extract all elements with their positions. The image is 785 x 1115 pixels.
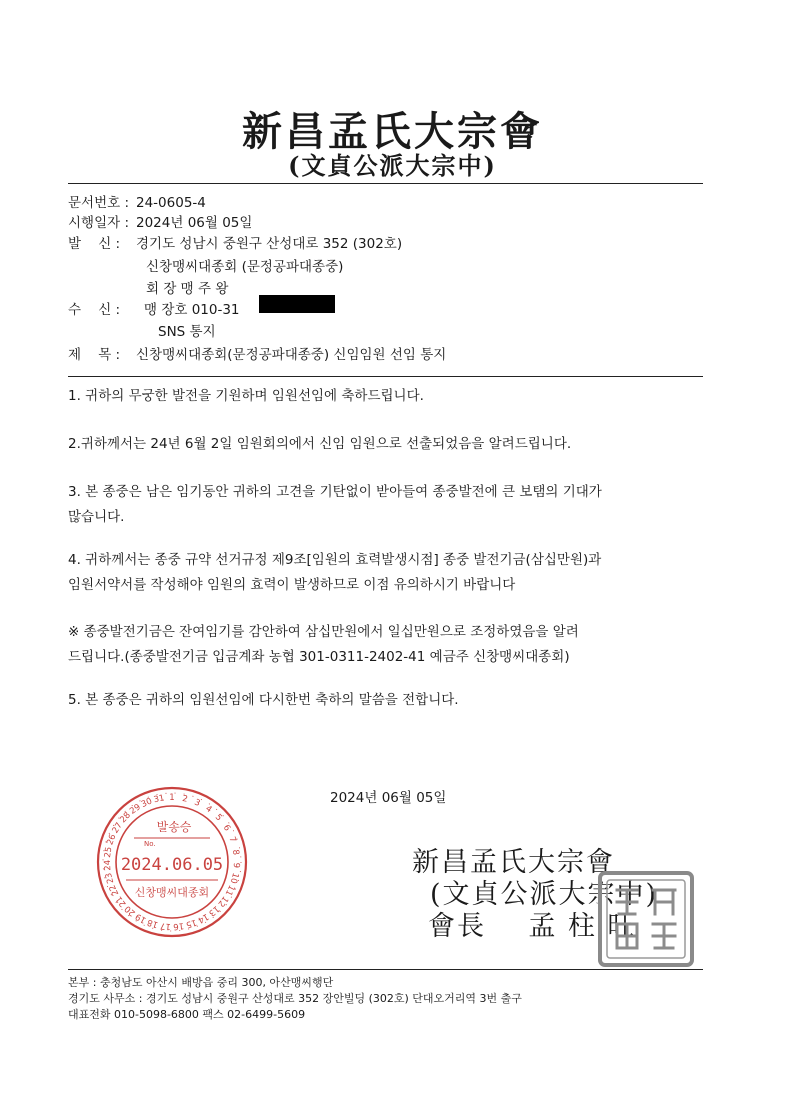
stamp-ring-number: 4 [203,803,214,816]
stamp-ring-number: 27 [110,820,125,836]
fund-note [68,620,708,670]
closing-date: 2024년 06월 05일 [330,790,447,806]
fund-note-line-2: 드립니다.(종중발전기금 입금계좌 농협 301-0311-2402-41 예금주 신창맹씨대종회) [68,649,570,665]
stamp-ring-number: 8 [229,848,241,856]
recipient-method: SNS 통지 [158,324,216,340]
stamp-ring-number: 18 [146,916,160,930]
sender-chair: 회 장 맹 주 왕 [146,281,229,297]
stamp-ring-number: 20 [122,903,138,918]
sender-row [68,232,402,252]
header-divider [68,183,703,184]
paragraph-1: 1. 귀하의 무궁한 발전을 기원하며 임원선임에 축하드립니다. [68,388,424,404]
issue-date: 2024년 06월 05일 [136,215,253,231]
footer-contact: 대표전화 010-5098-6800 팩스 02-6499-5609 [68,1008,306,1021]
stamp-ring-number: 26 [105,832,119,847]
doc-number-label: 문서번호 : [68,195,130,211]
sender-org: 신창맹씨대종회 (문정공파대종중) [146,259,344,275]
stamp-title: 발송승 [156,820,192,834]
stamp-ring-number: 28 [118,810,133,826]
signature-org: 新昌孟氏大宗會 [412,847,615,878]
subject: 신창맹씨대종회(문정공파대종중) 신임임원 선임 통지 [136,347,447,363]
stamp-ring-number: 2 [181,793,189,805]
doc-number-row [68,191,206,211]
stamp-ring-number: 6 [220,823,233,834]
redaction-bar [259,295,335,313]
paragraph-4-line-2: 임원서약서를 작성해야 임원의 효력이 발생하므로 이점 유의하시기 바랍니다 [68,577,516,593]
stamp-ring-number: 19 [133,910,149,925]
subject-row [68,343,446,363]
stamp-ring-number: 24 [102,859,114,871]
stamp-ring-number: 9 [230,862,242,869]
signature-person: 會長 孟 柱 旺 [428,911,637,942]
official-seal-icon [597,870,695,968]
stamp-ring-number: 11 [222,883,237,898]
stamp-ring-number: 25 [102,846,115,859]
org-title: 新昌孟氏大宗會 [242,108,543,155]
stamp-org: 신창맹씨대종회 [134,886,210,899]
stamp-ring-number: 5 [212,812,224,824]
footer-divider [68,969,703,970]
stamp-ring-number: 17 [159,920,172,932]
stamp-no: No. [144,840,156,848]
paragraph-5: 5. 본 종중은 귀하의 임원선임에 다시한번 축하의 말씀을 전합니다. [68,692,459,708]
stamp-ring-number: 12 [215,893,230,909]
fund-note-line-1: ※ 종중발전기금은 잔여임기를 감안하여 삼십만원에서 일십만원으로 조정하였음을 알려 [68,624,579,640]
sender-address: 경기도 성남시 중원구 산성대로 352 (302호) [136,236,403,252]
dispatch-stamp [94,784,250,940]
body-divider [68,376,703,377]
org-subtitle: (文貞公派大宗中) [288,151,497,180]
stamp-date: 2024.06.05 [120,855,224,875]
stamp-ring-number: 15 [184,916,198,930]
subject-label: 제 목 : [68,347,121,363]
recipient-name: 맹 장호 010-31 [144,302,240,318]
stamp-ring-number: 29 [128,802,143,817]
stamp-ring-number: 1 [169,793,175,803]
stamp-ring-number: 16 [172,920,185,932]
stamp-ring-number: 30 [139,796,154,810]
paragraph-4-line-1: 4. 귀하께서는 종중 규약 선거규정 제9조[임원의 효력발생시점] 종중 발전기금(삼십만원)과 [68,552,602,568]
stamp-ring-number: 13 [206,903,222,918]
paragraph-3 [68,480,708,530]
doc-number: 24-0605-4 [136,195,206,211]
issue-date-label: 시행일자 : [68,215,130,231]
paragraph-4 [68,548,708,598]
stamp-ring-number: 22 [107,883,122,898]
recipient-label: 수 신 : [68,302,121,318]
stamp-ring-number: 3 [192,797,202,809]
stamp-ring-number: 31 [152,793,166,806]
paragraph-3-line-1: 3. 본 종중은 남은 임기동안 귀하의 고견을 기탄없이 받아들여 종중발전에 큰 보탬의 기대가 [68,484,602,500]
paragraph-2: 2.귀하께서는 24년 6월 2일 임원회의에서 신임 임원으로 선출되었음을 알려드립니다. [68,436,572,452]
stamp-ring-number: 21 [114,893,129,909]
footer-office: 경기도 사무소 : 경기도 성남시 중원구 산성대로 352 장안빌딩 (302호) 단대오거리역 3번 출구 [68,992,522,1005]
signature-branch: (文貞公派大宗中) [430,879,659,910]
recipient-row [68,298,240,318]
stamp-ring-number: 10 [227,871,241,885]
stamp-ring-number: 14 [195,910,211,925]
paragraph-3-line-2: 많습니다. [68,509,125,525]
issue-date-row [68,211,252,231]
sender-label: 발 신 : [68,236,121,252]
stamp-ring-number: 23 [103,871,117,885]
footer-headquarters: 본부 : 충청남도 아산시 배방읍 중리 300, 아산맹씨행단 [68,976,334,989]
stamp-ring-number: 7 [226,835,238,845]
